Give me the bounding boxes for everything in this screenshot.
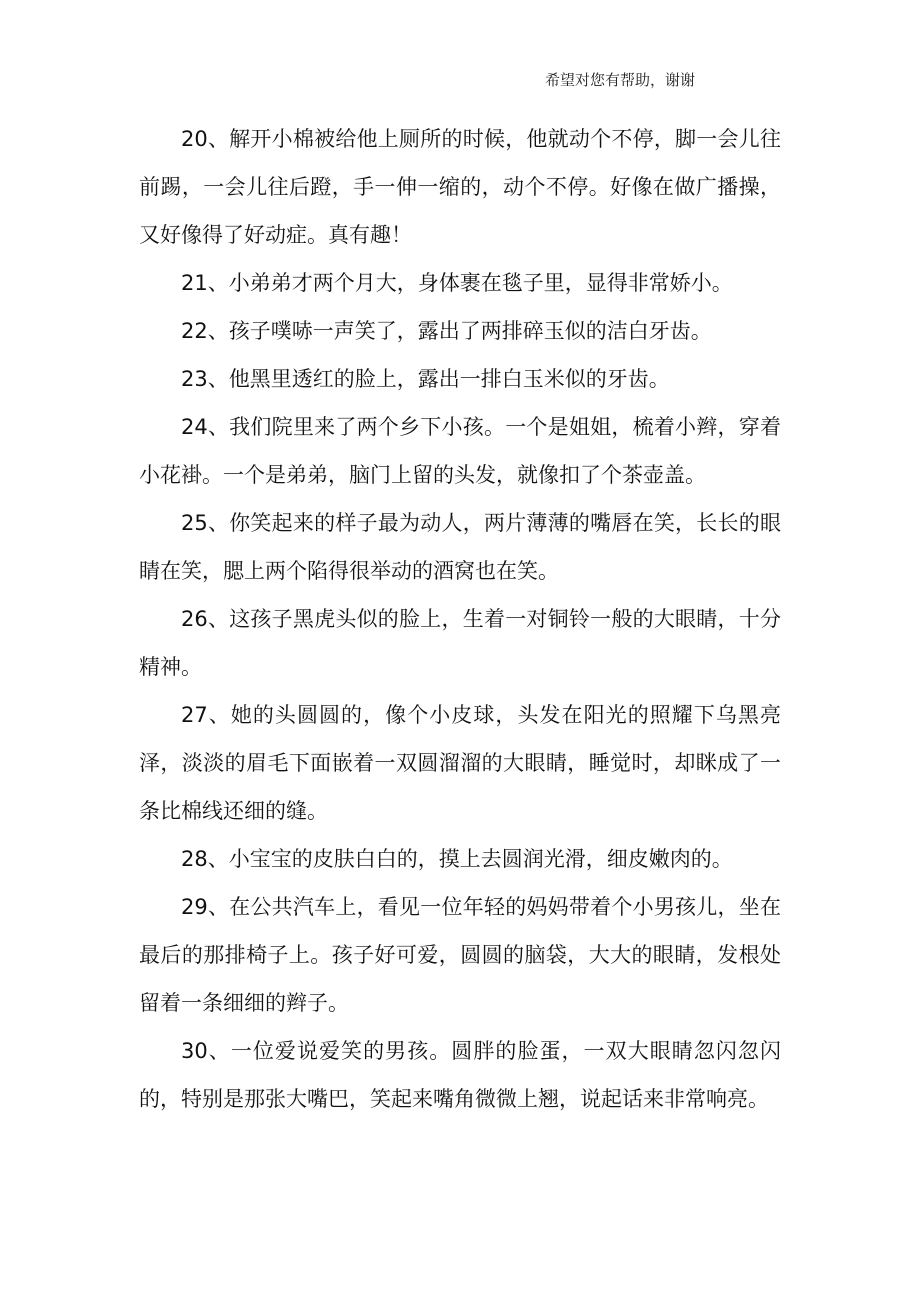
header-note: 希望对您有帮助，谢谢 [545, 71, 696, 89]
paragraph-20: 20、解开小棉被给他上厕所的时候，他就动个不停，脚一会儿往前踢，一会儿往后蹬，手一伸一缩的，动个不停。好像在做广播操，又好像得了好动症。真有趣！ [139, 127, 781, 247]
paragraph-27: 27、她的头圆圆的，像个小皮球，头发在阳光的照耀下乌黑亮泽，淡淡的眉毛下面嵌着一双圆溜溜的大眼睛，睡觉时，却眯成了一条比棉线还细的缝。 [139, 703, 781, 823]
document-body [139, 115, 781, 1123]
paragraph-28: 28、小宝宝的皮肤白白的，摸上去圆润光滑，细皮嫩肉的。 [181, 847, 733, 871]
paragraph-26: 26、这孩子黑虎头似的脸上，生着一对铜铃一般的大眼睛，十分精神。 [139, 607, 781, 679]
paragraph-22: 22、孩子噗哧一声笑了，露出了两排碎玉似的洁白牙齿。 [181, 319, 712, 343]
paragraph-30: 30、一位爱说爱笑的男孩。圆胖的脸蛋，一双大眼睛忽闪忽闪的，特别是那张大嘴巴，笑起来嘴角微微上翘，说起话来非常响亮。 [139, 1039, 781, 1111]
paragraph-24: 24、我们院里来了两个乡下小孩。一个是姐姐，梳着小辫，穿着小花褂。一个是弟弟，脑门上留的头发，就像扣了个茶壶盖。 [139, 415, 781, 487]
paragraph-29: 29、在公共汽车上，看见一位年轻的妈妈带着个小男孩儿，坐在最后的那排椅子上。孩子好可爱，圆圆的脑袋，大大的眼睛，发根处留着一条细细的辫子。 [139, 895, 781, 1015]
paragraph-21: 21、小弟弟才两个月大，身体裹在毯子里，显得非常娇小。 [181, 271, 733, 295]
paragraph-25: 25、你笑起来的样子最为动人，两片薄薄的嘴唇在笑，长长的眼睛在笑，腮上两个陷得很举动的酒窝也在笑。 [139, 511, 781, 583]
paragraph-23: 23、他黑里透红的脸上，露出一排白玉米似的牙齿。 [181, 367, 670, 391]
